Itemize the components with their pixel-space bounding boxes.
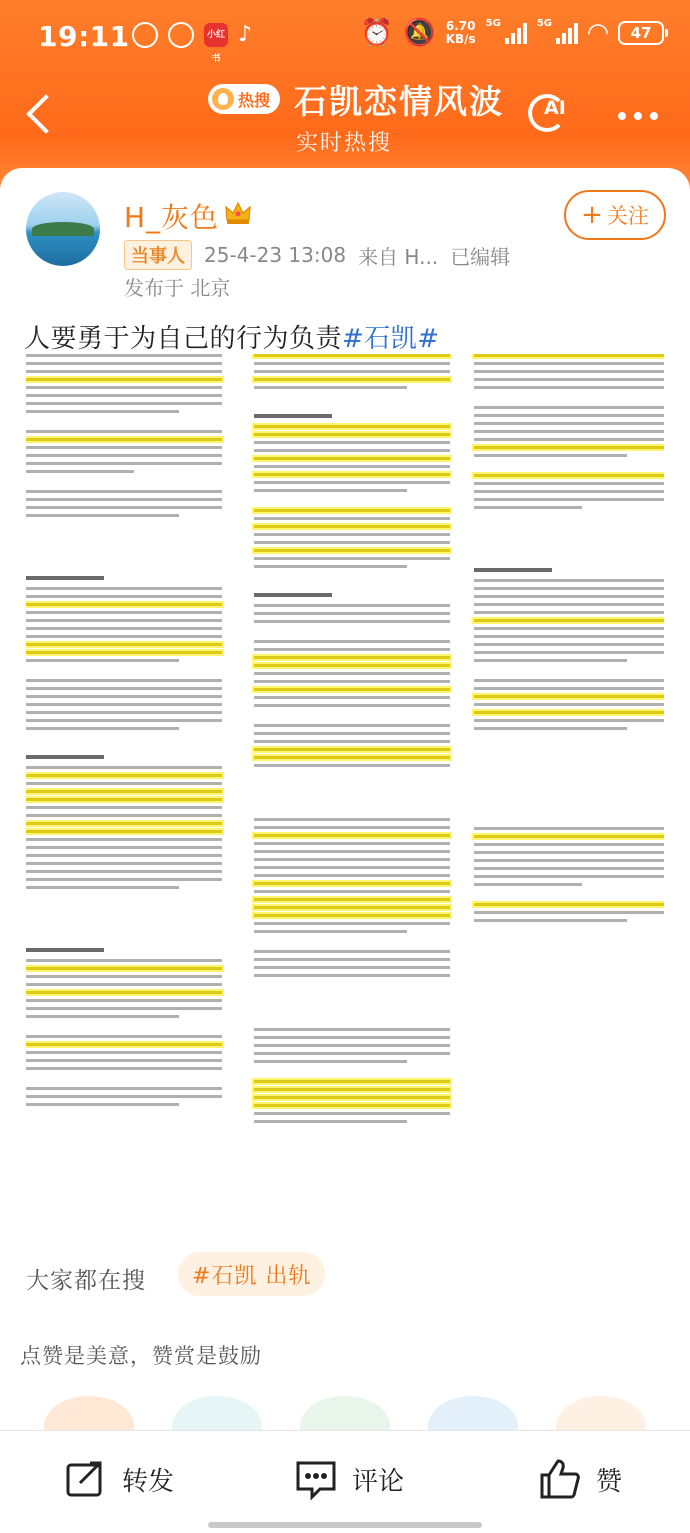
repost-button[interactable]: 转发 [64, 1457, 174, 1501]
tiktok-icon: ♪ [238, 22, 253, 47]
post-text: 人要勇于为自己的行为负责#石凯# [24, 324, 440, 354]
home-indicator[interactable] [208, 1522, 482, 1528]
wechat-icon [168, 22, 194, 48]
reward-text: 点赞是美意，赞赏是鼓励 [20, 1344, 262, 1368]
action-bar [0, 1430, 690, 1533]
avatar[interactable] [26, 192, 100, 266]
repost-icon [64, 1457, 108, 1501]
hot-search-badge: 热搜 [208, 84, 280, 114]
more-options-button[interactable] [618, 112, 658, 120]
plus-icon: + [581, 200, 603, 230]
flame-icon [212, 88, 234, 110]
post-location: 发布于 北京 [124, 276, 231, 300]
status-bar [0, 14, 690, 64]
status-right [360, 17, 664, 48]
mute-icon: 🔕 [403, 18, 436, 48]
doc-column-3 [474, 354, 664, 927]
username[interactable]: H_灰色 [124, 201, 220, 234]
xiaohongshu-icon: 小红书 [204, 23, 228, 47]
wifi-icon: ◠ [588, 18, 608, 48]
doc-column-1 [26, 354, 222, 1111]
like-button[interactable]: 赞 [538, 1457, 622, 1501]
doc-column-2 [254, 354, 450, 1128]
post-meta [124, 240, 510, 270]
signal-label-1: 5G [485, 17, 501, 29]
thumbs-up-icon [538, 1457, 582, 1501]
battery-icon: 47 [618, 21, 664, 45]
party-badge: 当事人 [124, 240, 192, 270]
trending-label: 大家都在搜 [26, 1268, 146, 1294]
alarm-icon: ⏰ [360, 18, 394, 48]
signal-icon [505, 22, 527, 44]
page-title: 石凯恋情风波 [294, 82, 504, 121]
post-card [0, 168, 690, 1438]
post-datetime: 25-4-23 13:08 [204, 243, 347, 267]
status-time: 19:11 [38, 20, 130, 53]
signal-icon-2 [556, 22, 578, 44]
crown-icon [224, 200, 252, 226]
comment-button[interactable]: 评论 [294, 1457, 404, 1501]
hashtag-link[interactable]: #石凯# [342, 324, 440, 354]
follow-button[interactable]: + 关注 [564, 190, 666, 240]
ai-search-button[interactable]: AI [528, 92, 574, 138]
network-speed: 6.70 KB/s [445, 19, 476, 46]
signal-label-2: 5G [536, 17, 552, 29]
post-image-document[interactable] [26, 354, 664, 1292]
page-subtitle: 实时热搜 [296, 131, 393, 156]
header [0, 0, 690, 195]
comment-icon [294, 1457, 338, 1501]
status-app-icons [132, 22, 260, 64]
post-source: 来自 H... [358, 244, 439, 269]
post-edited[interactable]: 已编辑 [450, 244, 511, 269]
trending-chip[interactable]: #石凯 出轨 [178, 1252, 325, 1296]
weibo-icon [132, 22, 158, 48]
back-button[interactable] [22, 96, 62, 136]
